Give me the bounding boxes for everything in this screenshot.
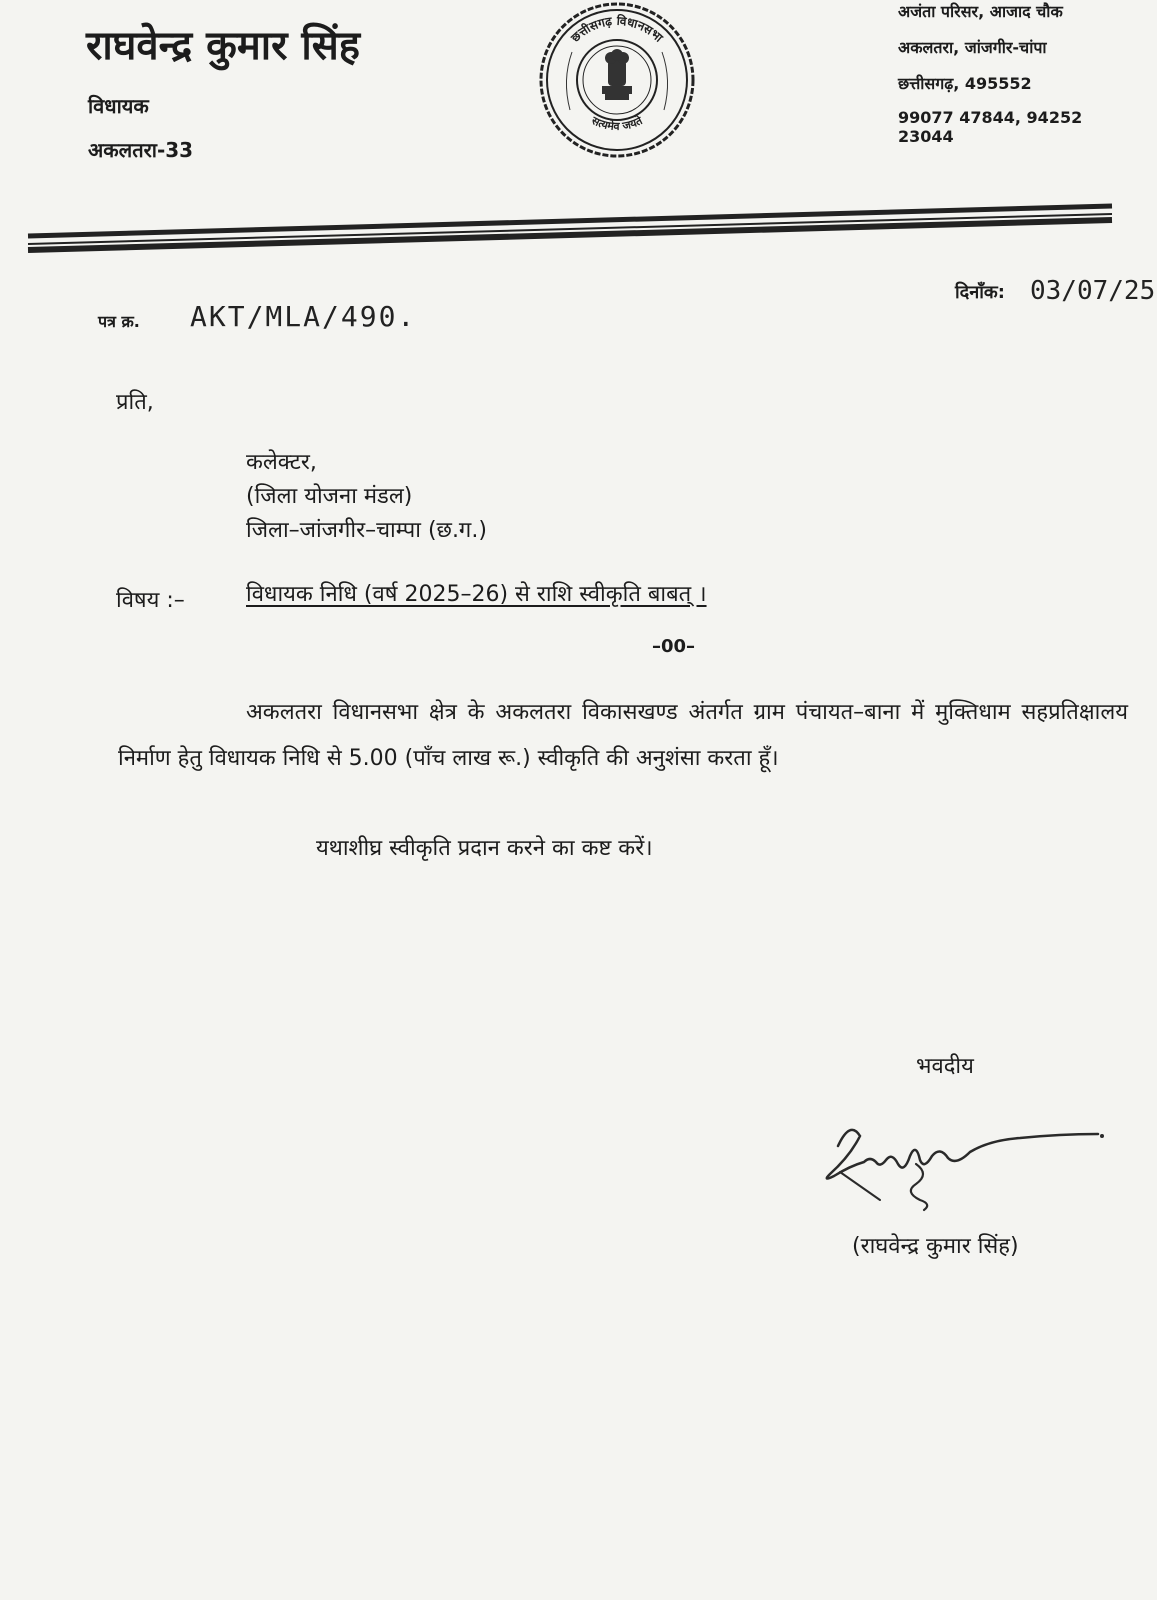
emblem-bottom-text: सत्यमेव जयते xyxy=(589,114,645,133)
handwritten-signature xyxy=(820,1116,1120,1216)
address-line-3: छत्तीसगढ़, 495552 xyxy=(898,74,1032,93)
request-line: यथाशीघ्र स्वीकृति प्रदान करने का कष्ट करें। xyxy=(316,836,653,861)
subject-text: विधायक निधि (वर्ष 2025–26) से राशि स्वीकृति बाबत् । xyxy=(246,582,707,607)
phone-numbers: 99077 47844, 94252 23044 xyxy=(898,108,1083,146)
letterhead-rule xyxy=(0,180,1157,260)
recipient-line-2: (जिला योजना मंडल) xyxy=(246,484,413,509)
date-value: 03/07/25 xyxy=(1030,276,1156,306)
reference-label: पत्र क्र. xyxy=(98,312,140,331)
sender-name: राघवेन्द्र कुमार सिंह xyxy=(86,23,361,69)
svg-text:सत्यमेव जयते xyxy=(589,113,646,133)
sender-constituency: अकलतरा-33 xyxy=(88,138,194,162)
address-line-2: अकलतरा, जांजगीर-चांपा xyxy=(898,38,1047,57)
closing: भवदीय xyxy=(916,1054,974,1079)
body-paragraph: अकलतरा विधानसभा क्षेत्र के अकलतरा विकासखण्ड अंतर्गत ग्राम पंचायत–बाना में मुक्तिधाम सहप्रतिक्षालय निर्माण हेतु विधायक निधि से 5.00 (पाँच लाख रू.) स्वीकृति की अनुशंसा करता हूँ। xyxy=(118,700,1128,771)
assembly-emblem-seal xyxy=(532,0,702,162)
date-label: दिनाँक: xyxy=(955,282,1005,303)
emblem-top-text: छत्तीसगढ़ विधानसभा xyxy=(568,13,666,45)
address-line-1: अजंता परिसर, आजाद चौक xyxy=(898,2,1063,21)
section-divider: –00– xyxy=(652,636,696,657)
signer-name: (राघवेन्द्र कुमार सिंह) xyxy=(852,1234,1019,1259)
sender-designation: विधायक xyxy=(88,94,149,118)
reference-number: AKT/MLA/490. xyxy=(190,300,417,333)
recipient-line-1: कलेक्टर, xyxy=(246,450,317,475)
recipient-line-3: जिला–जांजगीर–चाम्पा (छ.ग.) xyxy=(246,518,487,543)
subject-label: विषय :– xyxy=(116,588,185,613)
salutation: प्रति, xyxy=(116,390,154,415)
